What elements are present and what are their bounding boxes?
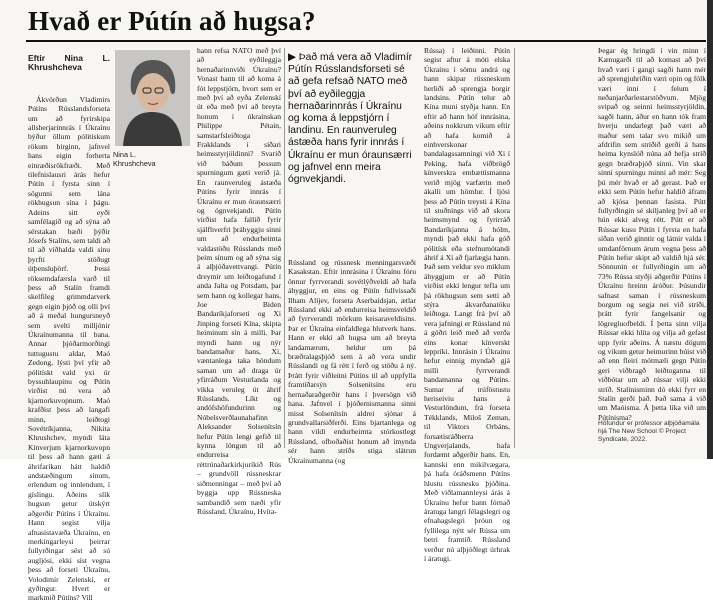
author-portrait-icon bbox=[115, 50, 190, 146]
title-rule bbox=[26, 40, 706, 42]
column-4 bbox=[424, 46, 510, 563]
column-1 bbox=[28, 46, 110, 603]
column-5 bbox=[598, 46, 706, 422]
column-divider-2 bbox=[514, 48, 515, 448]
column-3 bbox=[288, 258, 416, 465]
column-divider bbox=[284, 48, 285, 448]
byline: Eftir Nina L. Khrushcheva bbox=[28, 53, 110, 73]
pull-quote-marker-icon: ▶ bbox=[288, 52, 296, 63]
column-2-text: hann refsa NATO með því að eyðileggja hernaðarinnviði Úkraínu? Vonast hann til að koma á fót leppstjórn, hvort sem er með því að eyða Zelenskí út eða með því að breyta honum í úkraínskan Philippe Pétain, samstarfsleiðtoga Frakklands í síðari heimsstyrjöldinni? Svarið við báðum þessum spurningum gæti verið já. En raunveruleg ástæða Pútíns fyrir innrás í Úkraínu er mun óraunsærri og ógnvekjandi. Pútín virðist hafa fallið fyrir sjálfhverfri þráhyggju sinni um að endurheimta valdastöðu Rússlands með þeim sínum og að sýna sig á alþjóðavettvangi. Pútín dreymir um leiðtogafund í anda Jalta og Potsdam, þar sem hann og kollegar hans, Joe Biden Bandaríkjaforseti og Xi Jinping forseti Kína, skipta heiminum sín á milli. Þar myndi hann og nýr bandamaður hans, Xi, væntanlega taka höndum saman um að draga úr yfirráðum Vesturlanda og vikka veruleg út áhrif Rússlands. Líkt og andófshöfundurinn og Nóbelsverðlaunahafinn Aleksander Solsenítsín hefur Pútín lengi gefið til kynna löngun til að endurreisa réttrúnaðarkirkjuríkið Rús – grundvöll rússneskrar siðmenningar – með því að byggja upp Rússneska sambandið sem næði yfir Rússland, Úkraínu, Hvíta- bbox=[197, 46, 281, 516]
caption-line-1: Nina L. bbox=[113, 150, 137, 159]
author-credit: Höfundur er prófessor alþjóðamála hjá The New School © Project Syndicate, 2022. bbox=[598, 420, 700, 444]
article-title: Hvað er Pútín að hugsa? bbox=[28, 6, 316, 36]
column-4-text: Rússa) í leiðinni. Pútín segist aftur á móti elska Úkraínu í sömu andrá og hann skipar rússneskum herliði að sprengja borgir landsins. Pútín telur að Kína muni styðja hann. En eftir að hann hóf innrásina, aðeins nokkrum vikum eftir að hafa komið á einhverskonar bandalagssamningi við Xi í Peking, hafa viðbrögð kínverskra embættismanna verið mjög varfærin með ákalli um hömlur. Í ljósi þess að Pútín treysti á Kína til stuðnings við að skora heimsmynd og fyrirráð Bandaríkjanna á hólm, myndi það ekki hafa góð pólitísk eða stefnumótandi áhrif á Xi að fjarlægja hann. Það sem veldur svo miklum áhyggjum er að Pútín virðist ekki lengur tefla um þá rökhugsun sem setti að stýra ákvarðanatöku leiðtoga. Langt frá því að vera jafningi er Rússland nú á góðri leið með að verða eins konar kínverskt leppríki. Innrásin í Úkraínu hefur einnig myndað gjá milli fyrrverandi bandamanna og Pútíns. Sumar af trúföstustu heriseiviu hans á Vesturlöndum, frá forseta Tékklands, Miloš Zeman, til Viktors Orbáns, forsætisráðherra Ungverjalands, hafa fordæmt aðgerðir hans. En, kannski enn mikilvægara, þá hafa óráðsmenn Pútíns hlustu rússnesku þjóðina. Með viðlamannleysi árás á Úkraínu hefur hann fórnað áratuga langri félagslegri og efnahagslegri þróun og fyllilega nýtt sér Rússa um betri framtíð. Rússland verður nú alþjóðlegt úrhrak í áratugi. bbox=[424, 46, 510, 563]
author-photo bbox=[115, 50, 190, 146]
column-2 bbox=[197, 46, 281, 516]
column-1-text: Ákvörðun Vladimirs Pútíns Rússlandsforseta um að fyrirskipa allsherjarinnrás í Úkraínu býður öllum pólitískum rökum birginn, jafnvel hans eigin forherta einræðisrökfræði. Með tilefnislausri árás hefur Pútín í fyrsta sinn í sögunni sem lána rökhugsun sína í þágu. Adeins sitt eyði samfélagið og að sýna að sérstakan bæði þýðir Jósefs Stalíns, sem taldi að til að viðhalda valdi sínu þyrfti stöðugt útþensluþörf. Þessi röksemdafærsla varð til þess að Stalín framdi skelfileg grimmdarverk gegn eigin þjóð og olli því að á meðal hungursneyð sem svelti milljónir Úkraínumanna til bana. Annar þjóðarmorðingi tuttugustu aldar, Maó Zedong, lýsti því yfir að pólitískt vald yxi úr byssuhlaupinu og Pútín virðist nú vera að kjarnorkuvopnum. Maó krafðist þess að langafi minn, leiðtogi Sovétríkjanna, Nikita Khrushchev, myndi láta Kínverjum kjarnorkuvopn til þess að hann gæti á áhrifaríkan hátt haldið andstæðingum sínum, erlendum og innlendum, í gíslingu. Aðeins slík hugsun getur útskýrt aðgerðir Pútíns í Úkraínu. Hann segist vilja afnasistavæða Úkraínu, en merkingarleysi þeirrar fullyrðingar sést að sú augljósi, ekki síst vegna þess að forseti Úkraínu, Volodimír Zelenskí, er gyðingur. Hvert er markmið Pútíns? Vill bbox=[28, 94, 110, 603]
photo-caption bbox=[113, 150, 156, 168]
column-2-lower bbox=[113, 170, 193, 450]
pull-quote bbox=[288, 52, 416, 186]
caption-line-2: Khrushcheva bbox=[113, 159, 156, 168]
pull-quote-text: Það má vera að Vladimír Pútín Rússlandsforseti sé að gefa refsað NATO með því að eyðileggja hernaðarinnrás í Úkraínu og koma á leppstjórn í landinu. En raunveruleg ástæða hans fyrir innrás í Úkraínu er mun óraunsærri og jafnvel enn meira ógnvekjandi. bbox=[288, 52, 413, 186]
column-5-text: Þegar ég hringdi í vin minn í Kænugarði til að komast að því hvað væri í gangi sagði hann mér að sprengjuhríðin væri opin og fólk væri inni í felum í neðanjarðarlestarstöðvum. Mjög svipað og seinni heimsstyrjöldin, sagði hann, áður en hann tók fram hverju undarlegt það væri að maður sem talar svo mikið um afdrifin sem stríðið gerði á hans heima kynslóð núna að hefja stríð gegn bræðraþjóð sinni. Vin skar sinni spurningu minni að mér: Seg þú mér hvað er að gerast. Það er ekki sem Pútín hefur haldið áfram að kjósa þennan fasista. Pútt fullyrðingin sé skiljanleg því að er hún ekki alveg rétt. Pútt er að Rússar kusu Pútín í fyrsta en hafa síðan verið ginntir og látnir valda í umdanförnum árum vegna þess að Pútín hefur skipt að valdið hjá sér. Sönnunin er fullyrðingin um að 73% Rússa styðji aðgerðir Pútíns í Úkraínu hreinn áróður. Þúsundir safnast saman í rússneskum borgum og segja nei við stríði, þrátt fyrir fangelsanir og lögregluofbeldi. Í þetta sinn vilja Rússar ekki hlíta og vilja að gefast upp fyrir aðeins. Á næstu dögum og vikum getur heimurinn búist við að enn fleiri mótmæli gegn Pútín geri viðbragð leiðtoganna til viðbótar um að rússar vilji ekki stríð. Stalínisminn dó ekki fyrr en Stalín gerði það. Það sama á við um Maóisma. Á þetta líka við um Pútínisma? bbox=[598, 46, 706, 422]
column-3-text: Rússland og rússnesk menningarsvæði Kasakstan. Eftir innrásina í Úkraínu fóru önnur fyrrverandi sovétlýðveldi að hafa áhyggjur, en eins og Pútín fullvissaði Ilham Alíjev, forseta Aserbaídsjan, ætlar Rússland ekki að endurreisa heimsveldið að fyrrverandi mörkum keisaraveldisins. Þar er Úkraína einfaldlega hlutverk hans. Hann er ekki að hugsa um að breyta landamærum, heldur um þá bræðralagsþjóð sem á að vera undir Rússlandi og fá rétt í ferð og stöðu á ný. Þrátt fyrir viðleitni Pútíns til að uppfylla framtíðarsýn Solsenítsíns eru hernaðaraðgerðir hans í þversögn við hana. Jafnvel í þjóðernismanna sinni misst Solsenítsín aldrei sjónar á grundvallarsiðferði. Eins bjartanlega og hann vildi endurheimta stórkostlegt Rússland, ofboðaðist honum að ímynda sér hann stríðs stiga slátrun Úkraínumanna (og bbox=[288, 258, 416, 465]
page-edge bbox=[707, 0, 713, 459]
